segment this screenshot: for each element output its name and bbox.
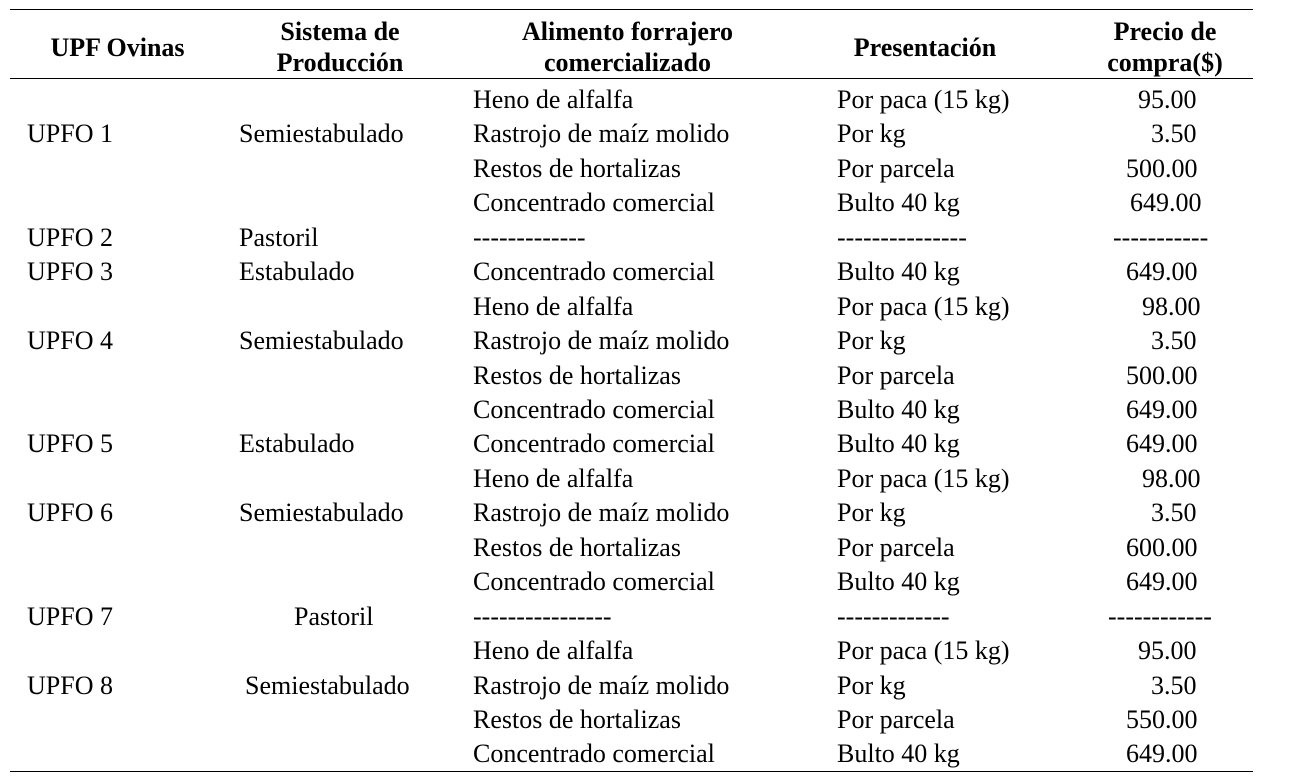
presentacion-cell: Por paca (15 kg) <box>837 636 1010 665</box>
presentacion-cell: Por parcela <box>837 361 955 390</box>
presentacion-cell: Por parcela <box>837 154 955 183</box>
sistema-label: Estabulado <box>239 257 355 286</box>
alimento-cell: ------------- <box>473 223 586 252</box>
bottom-rule <box>10 771 1253 772</box>
upf-label: UPFO 6 <box>27 498 113 527</box>
header-upf <box>20 32 215 63</box>
presentacion-cell: Por kg <box>837 671 906 700</box>
alimento-cell: Heno de alfalfa <box>473 464 634 493</box>
presentacion-cell: Bulto 40 kg <box>837 188 960 217</box>
upf-label: UPFO 1 <box>27 119 113 148</box>
alimento-cell: Restos de hortalizas <box>473 154 681 183</box>
alimento-cell: Rastrojo de maíz molido <box>473 498 730 527</box>
sistema-label: Pastoril <box>239 223 319 252</box>
sistema-label: Pastoril <box>294 602 374 631</box>
alimento-cell: Concentrado comercial <box>473 188 715 217</box>
header-presentacion <box>815 32 1035 63</box>
top-rule <box>10 9 1253 10</box>
alimento-cell: ---------------- <box>473 602 612 631</box>
header-precio-line: Precio de <box>1113 17 1217 46</box>
header-sistema-line: Sistema de <box>280 17 400 46</box>
precio-cell: 649.00 <box>1126 395 1198 424</box>
precio-cell: 649.00 <box>1130 188 1202 217</box>
upf-label: UPFO 4 <box>27 326 113 355</box>
header-alimento-line: comercializado <box>543 48 712 77</box>
precio-cell: 649.00 <box>1126 739 1198 768</box>
presentacion-cell: Bulto 40 kg <box>837 739 960 768</box>
upf-label: UPFO 3 <box>27 257 113 286</box>
alimento-cell: Concentrado comercial <box>473 257 715 286</box>
alimento-cell: Rastrojo de maíz molido <box>473 119 730 148</box>
presentacion-cell: Bulto 40 kg <box>837 395 960 424</box>
presentacion-cell: Por kg <box>837 326 906 355</box>
sistema-label: Semiestabulado <box>239 498 404 527</box>
presentacion-cell: Por parcela <box>837 533 955 562</box>
sistema-label: Estabulado <box>239 429 355 458</box>
alimento-cell: Heno de alfalfa <box>473 636 634 665</box>
alimento-cell: Concentrado comercial <box>473 429 715 458</box>
presentacion-cell: Por parcela <box>837 705 955 734</box>
presentacion-cell: Por paca (15 kg) <box>837 85 1010 114</box>
sistema-label: Semiestabulado <box>245 671 410 700</box>
precio-cell: 600.00 <box>1126 533 1198 562</box>
precio-cell: 500.00 <box>1126 361 1198 390</box>
upf-label: UPFO 8 <box>27 671 113 700</box>
header-precio <box>1085 16 1245 78</box>
alimento-cell: Rastrojo de maíz molido <box>473 326 730 355</box>
presentacion-cell: Por paca (15 kg) <box>837 292 1010 321</box>
alimento-cell: Heno de alfalfa <box>473 292 634 321</box>
sistema-label: Semiestabulado <box>239 119 404 148</box>
header-precio-line: compra($) <box>1107 48 1223 77</box>
sistema-label: Semiestabulado <box>239 326 404 355</box>
upf-label: UPFO 2 <box>27 223 113 252</box>
alimento-cell: Restos de hortalizas <box>473 705 681 734</box>
precio-cell: 95.00 <box>1138 636 1197 665</box>
presentacion-cell: Por kg <box>837 498 906 527</box>
header-sistema-line: Producción <box>276 48 404 77</box>
alimento-cell: Restos de hortalizas <box>473 361 681 390</box>
header-alimento <box>470 16 785 78</box>
precio-cell: 649.00 <box>1126 429 1198 458</box>
alimento-cell: Restos de hortalizas <box>473 533 681 562</box>
precio-cell: 500.00 <box>1126 154 1198 183</box>
alimento-cell: Concentrado comercial <box>473 567 715 596</box>
precio-cell: 3.50 <box>1151 671 1197 700</box>
presentacion-cell: --------------- <box>837 223 967 252</box>
alimento-cell: Concentrado comercial <box>473 739 715 768</box>
header-presentacion-line: Presentación <box>853 33 997 62</box>
precio-cell: 98.00 <box>1142 292 1201 321</box>
presentacion-cell: Por paca (15 kg) <box>837 464 1010 493</box>
precio-cell: 3.50 <box>1151 326 1197 355</box>
precio-cell: 3.50 <box>1151 119 1197 148</box>
header-sistema <box>230 16 450 78</box>
presentacion-cell: Bulto 40 kg <box>837 429 960 458</box>
presentacion-cell: Por kg <box>837 119 906 148</box>
precio-cell: ----------- <box>1113 223 1209 252</box>
header-rule <box>10 78 1253 79</box>
alimento-cell: Rastrojo de maíz molido <box>473 671 730 700</box>
precio-cell: 95.00 <box>1138 85 1197 114</box>
alimento-cell: Concentrado comercial <box>473 395 715 424</box>
precio-cell: 649.00 <box>1126 567 1198 596</box>
precio-cell: 550.00 <box>1126 705 1198 734</box>
alimento-cell: Heno de alfalfa <box>473 85 634 114</box>
presentacion-cell: Bulto 40 kg <box>837 257 960 286</box>
upf-label: UPFO 7 <box>27 602 113 631</box>
upf-label: UPFO 5 <box>27 429 113 458</box>
header-alimento-line: Alimento forrajero <box>521 17 734 46</box>
precio-cell: 3.50 <box>1151 498 1197 527</box>
presentacion-cell: ------------- <box>837 602 950 631</box>
presentacion-cell: Bulto 40 kg <box>837 567 960 596</box>
precio-cell: ------------ <box>1108 602 1212 631</box>
header-upf-line: UPF Ovinas <box>50 33 185 62</box>
precio-cell: 649.00 <box>1126 257 1198 286</box>
precio-cell: 98.00 <box>1142 464 1201 493</box>
